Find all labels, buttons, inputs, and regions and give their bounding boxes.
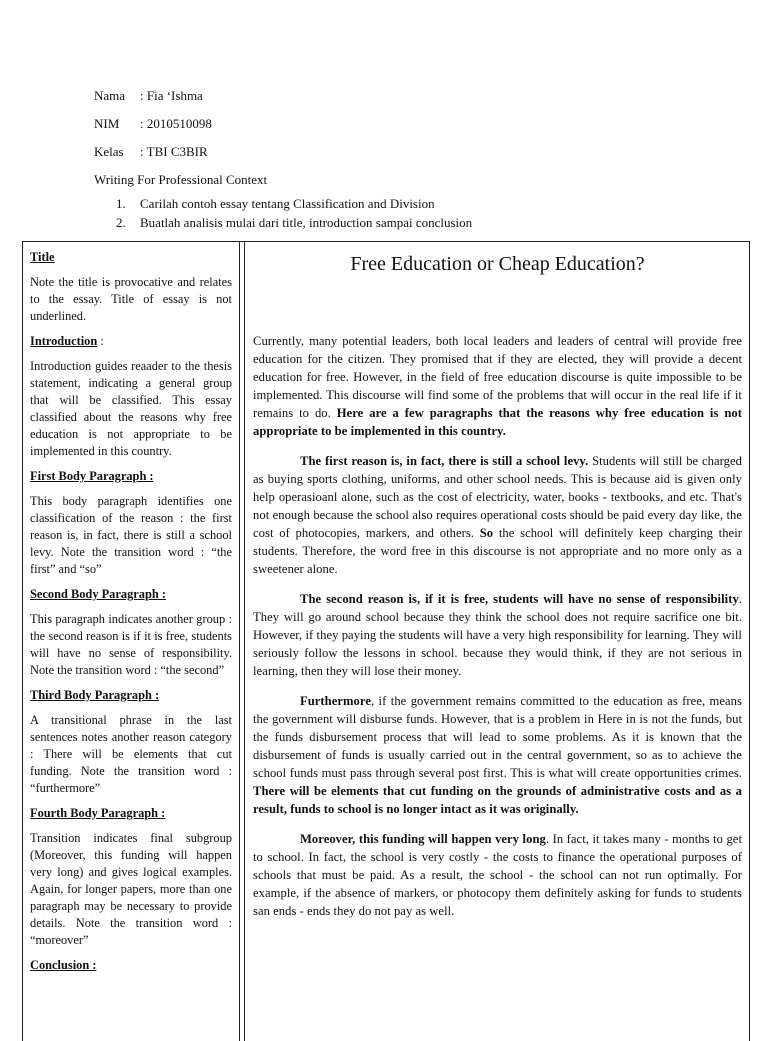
task-item — [94, 215, 472, 234]
task-text: Carilah contoh essay tentang Classification and Division — [140, 196, 435, 211]
intro-text: Currently, many potential leaders, both local leaders and leaders of central will provide free education for the citizen. They promised that if they are elected, they will provide a decent education for free. However, in the field of free education discourse is quite impossible to be implemented. This discourse will find some of the problems that will occur in the real life if it remains to do. — [253, 334, 742, 420]
fourth-body-analysis: Transition indicates final subgroup (Moreover, this funding will happen very long) and gives logical examples. Again, for longer papers, more than one paragraph may be necessary to provide details. Note the transition word : “moreover” — [30, 831, 232, 947]
task-number: 2. — [116, 215, 126, 230]
task-list — [94, 196, 472, 234]
essay-paragraph-2 — [253, 590, 742, 680]
second-body-analysis: This paragraph indicates another group : the second reason is if it is free, students will have no sense of responsibility. Note the transition word : “the second” — [30, 612, 232, 677]
title-analysis: Note the title is provocative and relates to the essay. Title of essay is not underlined. — [30, 275, 232, 323]
paragraph-1-text: Students will still be charged as buying sports clothing, uniforms, and other school needs. This is because aid is given only help operasioanl alone, such as the cost of electricity, water, books - textbooks, and etc. That's not enough because the school also requires operational costs should be paid every day like, the cost of photocopies, markers, and others. — [253, 454, 742, 540]
second-body-heading: Second Body Paragraph : — [30, 587, 166, 601]
task-number: 1. — [116, 196, 126, 211]
analysis-column — [23, 242, 240, 1041]
name-row — [94, 88, 472, 116]
paragraph-4-text: . In fact, it takes many - months to get to school. In fact, the school is very costly - the costs to finance the operational purposes of schools that must be paid. As a result, the school - the school can not run optimally. For example, if the absence of markers, or photocopy them definitely asking for funds to students san ends - ends they do not pay as well. — [253, 832, 743, 918]
fourth-body-heading: Fourth Body Paragraph : — [30, 806, 166, 820]
first-body-heading: First Body Paragraph : — [30, 469, 154, 483]
introduction-analysis: Introduction guides reaader to the thesis statement, indicating a general group that will be classified. This essay classified about the reasons why free education is not appropriate to be implemented in this country. — [30, 359, 232, 458]
course-title: Writing For Professional Context — [94, 172, 268, 187]
introduction-colon: : — [97, 334, 104, 348]
essay-paragraph-1 — [253, 452, 742, 578]
student-header — [94, 88, 472, 234]
paragraph-3-bold-sentence: There will be elements that cut funding on the grounds of administrative costs and as a result, funds to school is no longer intact as it was originally. — [253, 784, 742, 816]
transition-so: So — [479, 526, 494, 540]
essay-paragraph-4 — [253, 830, 742, 920]
title-heading: Title — [30, 250, 55, 264]
introduction-heading: Introduction — [30, 334, 98, 348]
class-label: Kelas — [94, 144, 124, 159]
task-item — [94, 196, 472, 215]
third-body-heading: Third Body Paragraph : — [30, 688, 160, 702]
paragraph-1-text-end: the school will definitely keep charging their students. Therefore, the word free in this discourse is not appropriate and no more only as a sweetener alone. — [253, 526, 742, 576]
class-value: : TBI C3BIR — [140, 144, 208, 159]
topic-sentence-2: The second reason is, if it is free, students will have no sense of responsibility — [300, 592, 739, 606]
nim-value: : 2010510098 — [140, 116, 212, 131]
paragraph-3-text: , if the government remains committed to the education as free, means the government will disburse funds. However, that is a problem in Here in is not the funds, but the funds disbursement process that will lead to some problems. As it is known that the disbursement of funds is usually carried out in the central government, so as to achieve the school funds must pass through several post first. This is what will create opportunities crimes. — [253, 694, 742, 780]
first-body-analysis: This body paragraph identifies one classification of the reason : the first reason is, in fact, there is still a school levy. Note the transition word : “the first” and “so” — [30, 494, 232, 576]
task-text: Buatlah analisis mulai dari title, introduction sampai conclusion — [140, 215, 473, 230]
paragraph-2-text: . They will go around school because they think the school does not require sacrifice one bit. However, if they paying the students will have a very high responsibility for learning. They will seriously follow the lessons in school. because they would think, if they are not serious in learning, then they will lose their money. — [253, 592, 742, 678]
essay-paragraph-3 — [253, 692, 742, 818]
name-value: : Fia ‘Ishma — [140, 88, 203, 103]
third-body-analysis: A transitional phrase in the last sentences notes another reason category : There will be elements that cut funding. Note the transition word : “furthermore” — [30, 713, 232, 795]
introduction-heading-row — [30, 333, 232, 350]
nim-row — [94, 116, 472, 144]
analysis-table — [22, 241, 750, 1041]
essay-column — [244, 242, 749, 1041]
transition-furthermore: Furthermore — [300, 694, 371, 708]
essay-title: Free Education or Cheap Education? — [350, 253, 645, 275]
essay-introduction — [253, 332, 742, 440]
nim-label: NIM — [94, 116, 120, 131]
name-label: Nama — [94, 88, 126, 103]
topic-sentence-4: Moreover, this funding will happen very long — [300, 832, 546, 846]
topic-sentence-1: The first reason is, in fact, there is still a school levy. — [300, 454, 589, 468]
thesis-statement: Here are a few paragraphs that the reasons why free education is not appropriate to be implemented in this country. — [253, 406, 742, 438]
conclusion-heading: Conclusion : — [30, 958, 97, 972]
class-row — [94, 144, 472, 172]
